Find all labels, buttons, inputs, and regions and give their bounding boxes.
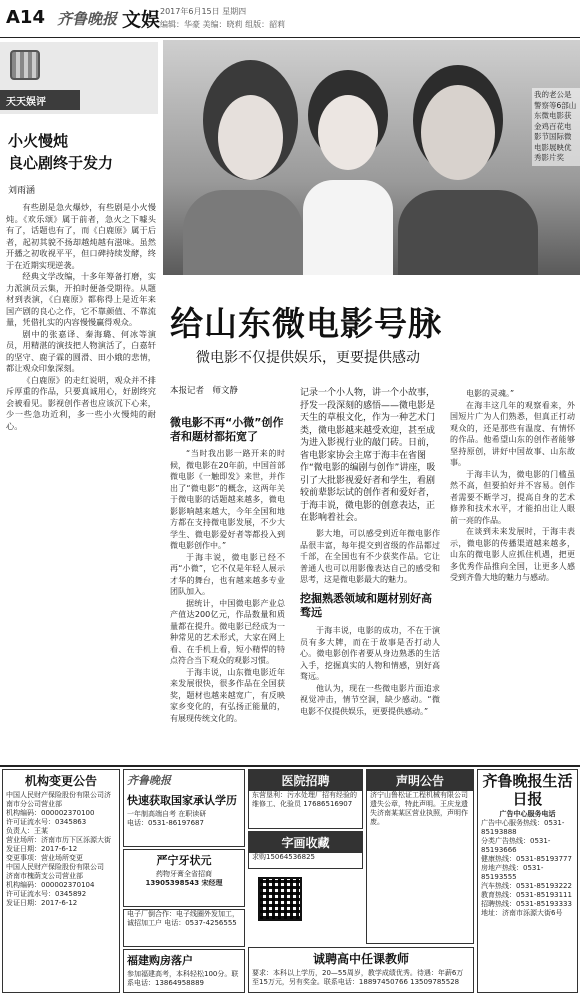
paragraph: “当时我出影一路开来的时候，微电影在20年前，中国首部微电影《一触即发》来世，并作出了“微电影”的概念，这两年关于微电影的话题越来越多，微电影影响越来越大，今年全国和地方都在支持微电影发展，不少大学生、微电影爱好者等都投入到微电影创作中。”	[170, 449, 285, 550]
paragraph: 他认为，现在一些微电影片面追求视觉冲击，情节空洞，缺少感动。“微电影不仅提供娱乐，更要提供感动。”	[300, 683, 440, 716]
ad-calligraphy: 字画收藏 求购15064536825	[248, 831, 363, 869]
issue-date: 2017年6月15日 星期四	[160, 7, 247, 16]
editor-credits: 编辑：华豪 美编：晓莉 组版：韶莉	[160, 20, 286, 29]
page-number: A14	[6, 7, 45, 28]
man-face	[421, 85, 495, 180]
girl-face	[318, 95, 378, 170]
byline: 本报记者 师文静	[170, 386, 239, 396]
article-column-4	[450, 388, 575, 760]
lead-paragraph: 记录一个小人物，讲一个小故事，抒发一段深刻的感悟——微电影是天生的草根文化，作为一种艺术门类，微电影越来越受欢迎，甚至成为进入影视行业的敲门砖。日前，省电影家协会主席于海丰在省图作“微电影的编剧与创作”讲座，吸引了大批影视爱好者和学生，看剧较前辈影坛试的创作者和爱好者，于海丰说，微电影的创意表达，正在影响着社会。	[300, 388, 436, 523]
ad-toothpaste: 严宁牙状元 药物牙膏全省招商 13905398543 宋经理	[123, 849, 245, 907]
photo-caption: 我的老公是警察等6部山东微电影获金鸡百花电影节国际微电影展映优秀影片奖	[532, 88, 580, 166]
left-column	[0, 40, 160, 765]
article-column-3	[300, 625, 440, 760]
ad-institution-change: 机构变更公告 中国人民财产保险股份有限公司济南市分公司营业部 机构编码：000002370100 许可证流水号：0345863 负责人：王某 营业场所：济南市历下区泺源大街 发证日期：2017-6-12 变更事项：营业场所变更 中国人民财产保险股份有限公司 济南市槐荫支公司营业部 机构编码：000002370104 许可证流水号：0345892 发证日期：2017-6-12	[2, 769, 120, 993]
column-banner	[0, 42, 158, 114]
man-shirt	[398, 190, 538, 275]
paragraph: 《白鹿原》的走红说明，观众并不排斥厚重的作品，只要真诚用心，好剧终究会被看见。影视创作者也应该沉下心来，少一些急功近利，多一些小火慢炖的耐心。	[6, 374, 156, 431]
qr-code-icon	[258, 877, 302, 921]
woman-face	[218, 95, 283, 180]
ad-fujian-housing: 福建购房落户 参加福建高考，本科轻松100分。联系电话：13864958889	[123, 949, 245, 993]
paragraph: 在海丰这几年的观察看来，外国短片广为人们熟悉，但真正打动观众的，还是那些有温度、有情怀的作品。他希望山东的创作者能够坚持原创，讲好中国故事、山东故事。	[450, 400, 575, 467]
section-title: 文娱	[122, 9, 161, 31]
paragraph: 影大地，可以感受到近年微电影作品很丰富，每年提交到省级的作品都过千部，在全国也有不少获奖作品。它让普通人也可以用影像表达自己的感受和思考，这是微电影最大的魅力。	[300, 529, 440, 584]
ad-electronics: 电子厂倒合作：电子线圈外发加工，诚招加工户 电话：0537-4256555	[123, 909, 245, 947]
ad-hospital: 医院招聘 东营垦利：污水处理厂招有经验的维修工、化验员 17686516907	[248, 769, 363, 829]
article-column-1	[170, 448, 285, 758]
article-column-3-top	[300, 528, 440, 588]
family-photo	[163, 40, 580, 275]
page-header	[0, 0, 580, 38]
left-article-body	[6, 202, 156, 432]
paragraph: 于海丰说，电影的成功，不在于演员有多大牌，而在于故事是否打动人心。微电影创作者要从身边熟悉的生活入手，挖掘真实的人物和情感，别好高骛远。	[300, 626, 440, 681]
main-subheadline: 微电影不仅提供娱乐，更要提供感动	[196, 350, 420, 366]
paragraph: 在谈到未来发展时，于海丰表示，微电影的传播渠道越来越多，山东的微电影人应抓住机遇，把更多优秀作品推向全国，让更多人感受到齐鲁大地的魅力与感动。	[450, 527, 575, 582]
paragraph: 于海丰说，山东微电影近年来发展很快，很多作品在全国获奖，题材也越来越宽广，有反映家乡变化的，有弘扬正能量的，有展现传统文化的。	[170, 667, 285, 723]
girl-dress	[303, 180, 393, 275]
paragraph: 剧中的张嘉译、秦海璐、何冰等演员，用精湛的演技把人物演活了，白嘉轩的坚守、鹿子霖的圆滑、田小娥的悲情，都让观众印象深刻。	[6, 328, 156, 373]
subhead-2: 挖掘熟悉领域和题材别好高骛远	[300, 592, 432, 619]
brand-logo: 齐鲁晚报	[57, 10, 118, 28]
ad-education: 齐鲁晚报 快速获取国家承认学历 一年制高端自考 在职读研 电话：0531-86197687	[123, 769, 245, 847]
left-headline: 小火慢炖 良心剧终于发力	[8, 132, 114, 172]
column-tag: 天天娱评	[6, 97, 46, 108]
main-headline: 给山东微电影号脉	[170, 304, 442, 343]
left-author: 刘雨涵	[8, 186, 36, 196]
paragraph: 电影的灵魂。”	[466, 389, 515, 398]
paragraph: 据统计，中国微电影产业总产值达200亿元，作品数量和质量都在提升。微电影已经成为一种常见的艺术形式，大家在网上看、在手机上看，短小精悍的特点符合当下观众的观影习惯。	[170, 598, 285, 665]
paragraph: 于海丰说，微电影已经不再“小微”，它不仅是年轻人展示才华的舞台，也有越来越多专业团队加入。	[170, 552, 285, 596]
paragraph: 经典文学改编，十多年筹备打磨，实力派演员云集，开拍时便备受期待。从题材到表演，《白鹿原》都称得上是近年来国产剧的良心之作，它不靠颜值、不靠流量，凭借扎实的内容慢慢赢得观众。	[6, 271, 156, 327]
ad-contact-list: 齐鲁晚报生活日报 广告中心服务电话 广告中心服务热线：0531-85193888 分类广告热线：0531-85193666 健康热线：0531-85193777 房地产热线：0531-85193555 汽车热线：0531-85193222 教育热线：0531-85193111 招聘热线：0531-85193333 地址：济南市泺源大街6号	[477, 769, 578, 993]
paragraph: 有些剧是急火爆炒，有些剧是小火慢炖。《欢乐颂》属于前者，急火之下噱头有了，话题也有了，而《白鹿原》属于后者，起初其貌不扬却越炖越有滋味。虽然开播之初收视平平，但口碑持续发酵，终于在近期实现逆袭。	[6, 202, 156, 270]
classified-ads	[0, 765, 580, 995]
ad-notices: 声明公告 济宁山鲁松证工程机械有限公司遗失公章，特此声明。王庆龙遗失济南某某区营业执照，声明作废。	[366, 769, 474, 944]
ad-teacher-recruitment: 诚聘高中任课教师 要求：本科以上学历，20—55周岁，教学成绩优秀。待遇：年薪6万至15万元，另有奖金。联系电话：18897450766 13509785528	[248, 947, 474, 993]
paragraph: 于海丰认为，微电影的门槛虽然不高，但要拍好并不容易。创作者需要不断学习，提高自身的艺术修养和技术水平，才能拍出让人眼前一亮的作品。	[450, 469, 575, 525]
woman-shirt	[183, 190, 303, 275]
banner-icon	[10, 50, 40, 80]
